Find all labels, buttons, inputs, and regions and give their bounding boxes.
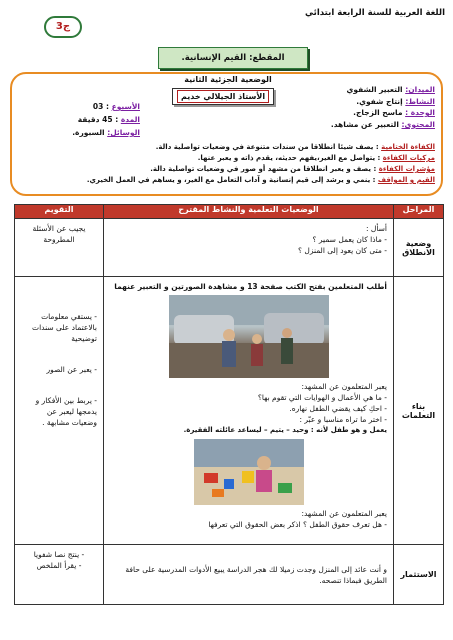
list-item: - اختر ما تراه مناسبا و عبّر :: [110, 414, 387, 425]
scene2-intro: يعبر المتعلمون عن المشهد:: [301, 509, 387, 518]
competency-info: [25, 142, 435, 186]
list-item: - احكِ كيف يقضي الطفل نهاره.: [110, 403, 387, 414]
info-duration: المدة : 45 دقيقة: [77, 115, 140, 124]
list-item: - هل تعرف حقوق الطفل ؟ اذكر بعض الحقوق التي تعرفها: [110, 519, 387, 530]
stage-cell: الاستثمار: [394, 545, 444, 605]
activity-intro: أسأل :: [365, 224, 387, 233]
stage-cell: بناء التعلمات: [394, 277, 444, 545]
lesson-table: [14, 204, 444, 605]
stage-cell: وضعية الانطلاق: [394, 219, 444, 277]
table-row: [15, 545, 444, 605]
lesson-info: [175, 84, 435, 130]
toys-scene-drawing: [194, 439, 304, 505]
list-item: - يعبر عن الصور: [21, 364, 97, 375]
info-activity: النشاط: إنتاج شفوي.: [356, 96, 435, 106]
evaluation-list: [21, 311, 97, 428]
list-item: - ماذا كان يعمل سمير ؟: [110, 234, 387, 245]
evaluation-list: [21, 549, 97, 571]
table-header-row: [15, 205, 444, 219]
list-item: - ما هي الأعمال و الهوايات التي تقوم بها؟: [110, 392, 387, 403]
scene1-list: [110, 392, 387, 425]
info-indicators: مؤشرات الكفاءة : يصف و يعبر انطلاقا من مشهد أو صور في وضعيات تواصلية دالة.: [150, 165, 435, 173]
evaluation-cell: يجيب عن الأسئلة المطروحة: [15, 219, 104, 277]
info-week: الأسبوع : 03: [92, 102, 140, 111]
table-row: [15, 277, 444, 545]
list-item: - يستقي معلومات بالاعتماد على سندات توضيحية: [21, 311, 97, 344]
info-final-competency: الكفاءة الختامية : يصف شيئا انطلاقا من سندات متنوعة في وضعيات تواصلية دالة.: [155, 143, 435, 151]
investment-text: و أنت عائد إلى المنزل وجدت زميلا لك هجر الدراسة يبيع الأدوات المدرسية على حافة الطريق فبماذا تنصحه.: [125, 564, 387, 585]
scene1-note: يعمل و هو طفل لأنه : وحيد – يتيم – ليساعد عائلته الفقيرة.: [183, 426, 387, 434]
list-item: - يقرأ الملخص: [21, 560, 97, 571]
activity-cell: [104, 545, 394, 605]
partial-situation-title: الوضعية الجزئية الثانية: [184, 75, 272, 84]
header-stages: المراحل: [394, 205, 444, 219]
info-domain: الميدان: التعبير الشفوي: [346, 85, 435, 94]
segment-box: المقطع: القيم الإنسانية.: [158, 47, 308, 69]
evaluation-cell: [15, 545, 104, 605]
scene1-intro: يعبر المتعلمون عن المشهد:: [301, 382, 387, 391]
activity-cell: [104, 277, 394, 545]
info-values: القيم و المواقف : ينمي و يرشد إلى قيم إنسانية و آداب التعامل مع الغير، و يساهم في العمل الخيري.: [86, 176, 435, 184]
subject-level-title: اللغة العربية للسنة الرابعة ابتدائي: [305, 8, 445, 18]
activity-instruction: أطلب المتعلمين بفتح الكتب صفحة 13 و مشاهدة الصورتين و التعبير عنهما: [114, 282, 387, 291]
street-scene-drawing: [169, 295, 329, 378]
info-content: المحتوى: التعبير عن مشاهد.: [330, 119, 435, 129]
lesson-meta: [20, 100, 140, 139]
list-item: - ينتج نصا شفويا: [21, 549, 97, 560]
segment-code-badge: ج3: [44, 16, 82, 38]
toys-scene-image: [194, 439, 304, 505]
question-list: [110, 234, 387, 256]
header-activities: الوضعيات التعلمية والنشاط المقترح: [104, 205, 394, 219]
list-item: - متى كان يعود إلى المنزل ؟: [110, 245, 387, 256]
info-competency-parts: مركبات الكفاءة : يتواصل مع الغير،يفهم حديثه، يقدم ذاته و يعبر عنها.: [197, 154, 435, 162]
table-row: [15, 219, 444, 277]
activity-cell: [104, 219, 394, 277]
scene2-list: [110, 519, 387, 530]
street-scene-image: [169, 295, 329, 378]
evaluation-cell: [15, 277, 104, 545]
info-means: الوسائل: السبورة.: [72, 128, 140, 137]
info-unit: الوحدة : ماسح الزجاج.: [353, 108, 435, 118]
list-item: - يربط بين الأفكار و يدمجها ليعبر عن وضعيات مشابهة .: [21, 395, 97, 428]
teacher-name: الأستاذ الجيلالي خديم: [180, 92, 266, 101]
header-evaluation: التقويم: [15, 205, 104, 219]
